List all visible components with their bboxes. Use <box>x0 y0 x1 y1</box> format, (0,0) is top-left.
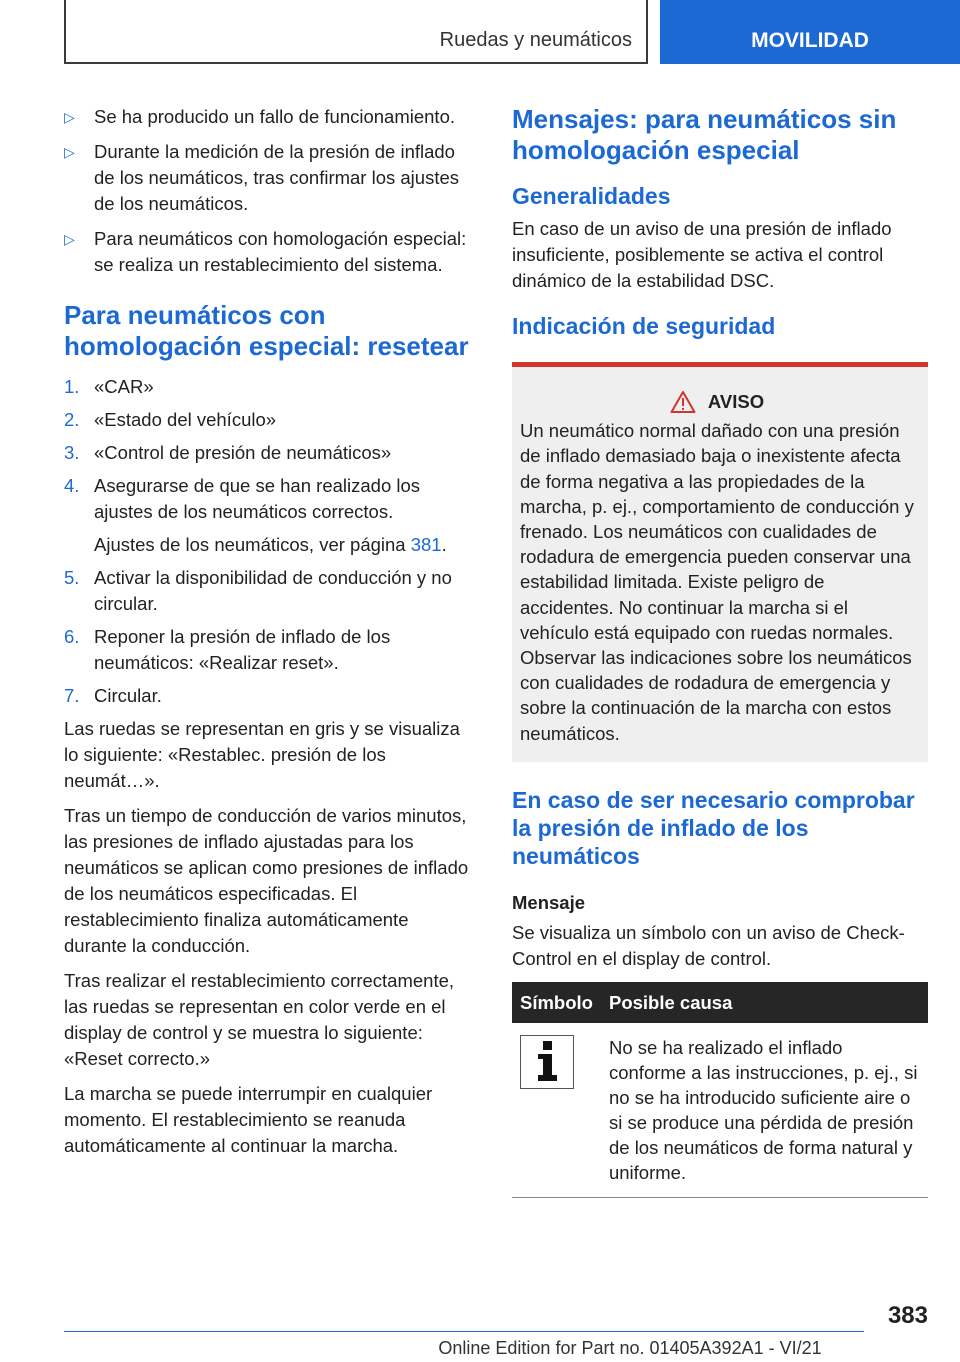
list-item: ▷ Se ha producido un fallo de funcionamiento. <box>64 104 476 130</box>
triangle-bullet-icon: ▷ <box>64 231 75 247</box>
triangle-bullet-icon: ▷ <box>64 109 75 125</box>
column-header-symbol: Símbolo <box>512 982 601 1023</box>
warning-text: Un neumático normal dañado con una presión de inflado demasiado baja o inexistente afecta de forma negativa a las propiedades de la marcha, p. ej., comportamiento de conducción y frenado. Los neumáticos con cualidades de rodadura de emergencia pueden conservar una estabilidad limitada. Existe peligro de accidentes. No continuar la marcha si el vehículo está equipado con ruedas normales. Observar las indicaciones sobre los neumáticos con cualidades de rodadura de emergencia y sobre la continuación de la marcha con estos neumáticos. <box>520 420 914 744</box>
general-heading: Generalidades <box>512 183 671 209</box>
table-header-row <box>512 982 928 1023</box>
left-column <box>64 104 476 1168</box>
column-header-cause: Posible causa <box>601 982 928 1023</box>
safety-heading: Indicación de seguridad <box>512 313 776 339</box>
symbol-table <box>512 982 928 1198</box>
cause-cell: No se ha realizado el inflado conforme a las instrucciones, p. ej., si no se ha introducido suficiente aire o si se produce una pérdida de presión de los neumáticos de forma natural y uniforme. <box>601 1023 928 1198</box>
header-box <box>64 0 648 64</box>
reset-heading: Para neumáticos con homologación especial: resetear <box>64 300 469 361</box>
step-item: 2. «Estado del vehículo» <box>64 409 277 430</box>
step-item: 1. «CAR» <box>64 376 154 397</box>
step-item: 7. Circular. <box>64 685 162 706</box>
page-link[interactable]: 381 <box>410 534 442 555</box>
warning-triangle-icon <box>670 390 696 414</box>
warning-title: AVISO <box>707 391 765 412</box>
table-row <box>512 1023 928 1198</box>
triangle-bullet-icon: ▷ <box>64 144 75 160</box>
chapter-tab: MOVILIDAD <box>660 0 960 64</box>
warning-box <box>512 362 928 762</box>
general-text: En caso de un aviso de una presión de inflado insuficiente, posiblemente se activa el control dinámico de la estabilidad DSC. <box>512 218 892 291</box>
step-item: 3. «Control de presión de neumáticos» <box>64 442 392 463</box>
check-heading: En caso de ser necesario comprobar la presión de inflado de los neumáticos <box>512 786 915 869</box>
list-item: ▷ Para neumáticos con homologación especial: se realiza un restablecimiento del sistema. <box>64 228 467 275</box>
footer-edition: Online Edition for Part no. 01405A392A1 - VI/21 <box>438 1338 822 1358</box>
paragraph: Tras realizar el restablecimiento correctamente, las ruedas se representan en color verde en el display de control y se muestra lo siguiente: «Reset correcto.» <box>64 970 455 1069</box>
footer-divider <box>64 1331 864 1332</box>
symbol-cell <box>512 1023 601 1198</box>
paragraph: Las ruedas se representan en gris y se visualiza lo siguiente: «Restablec. presión de los neumát…». <box>64 718 460 791</box>
page-reference: Ajustes de los neumáticos, ver página 381. <box>94 534 447 555</box>
warning-header <box>520 389 914 414</box>
step-item: 6. Reponer la presión de inflado de los neumáticos: «Realizar reset». <box>64 626 391 673</box>
step-item: 4. Asegurarse de que se han realizado los ajustes de los neumáticos correctos. <box>64 475 421 522</box>
message-label: Mensaje <box>512 891 586 913</box>
right-column <box>512 104 928 1198</box>
info-icon <box>520 1035 574 1089</box>
page-number: 383 <box>887 1302 928 1329</box>
paragraph: La marcha se puede interrumpir en cualquier momento. El restablecimiento se reanuda automáticamente al continuar la marcha. <box>64 1083 433 1156</box>
paragraph: Tras un tiempo de conducción de varios minutos, las presiones de inflado ajustadas para los neumáticos se aplican como presiones de inflado de los neumáticos especificadas. El restablecimiento finaliza automáticamente durante la conducción. <box>64 805 469 956</box>
section-title: Ruedas y neumáticos <box>439 29 632 51</box>
list-item: ▷ Durante la medición de la presión de inflado de los neumáticos, tras confirmar los ajustes de los neumáticos. <box>64 141 460 214</box>
step-item: 5. Activar la disponibilidad de conducción y no circular. <box>64 567 452 614</box>
message-text: Se visualiza un símbolo con un aviso de Check-Control en el display de control. <box>512 921 905 969</box>
messages-heading: Mensajes: para neumáticos sin homologación especial <box>512 104 897 165</box>
